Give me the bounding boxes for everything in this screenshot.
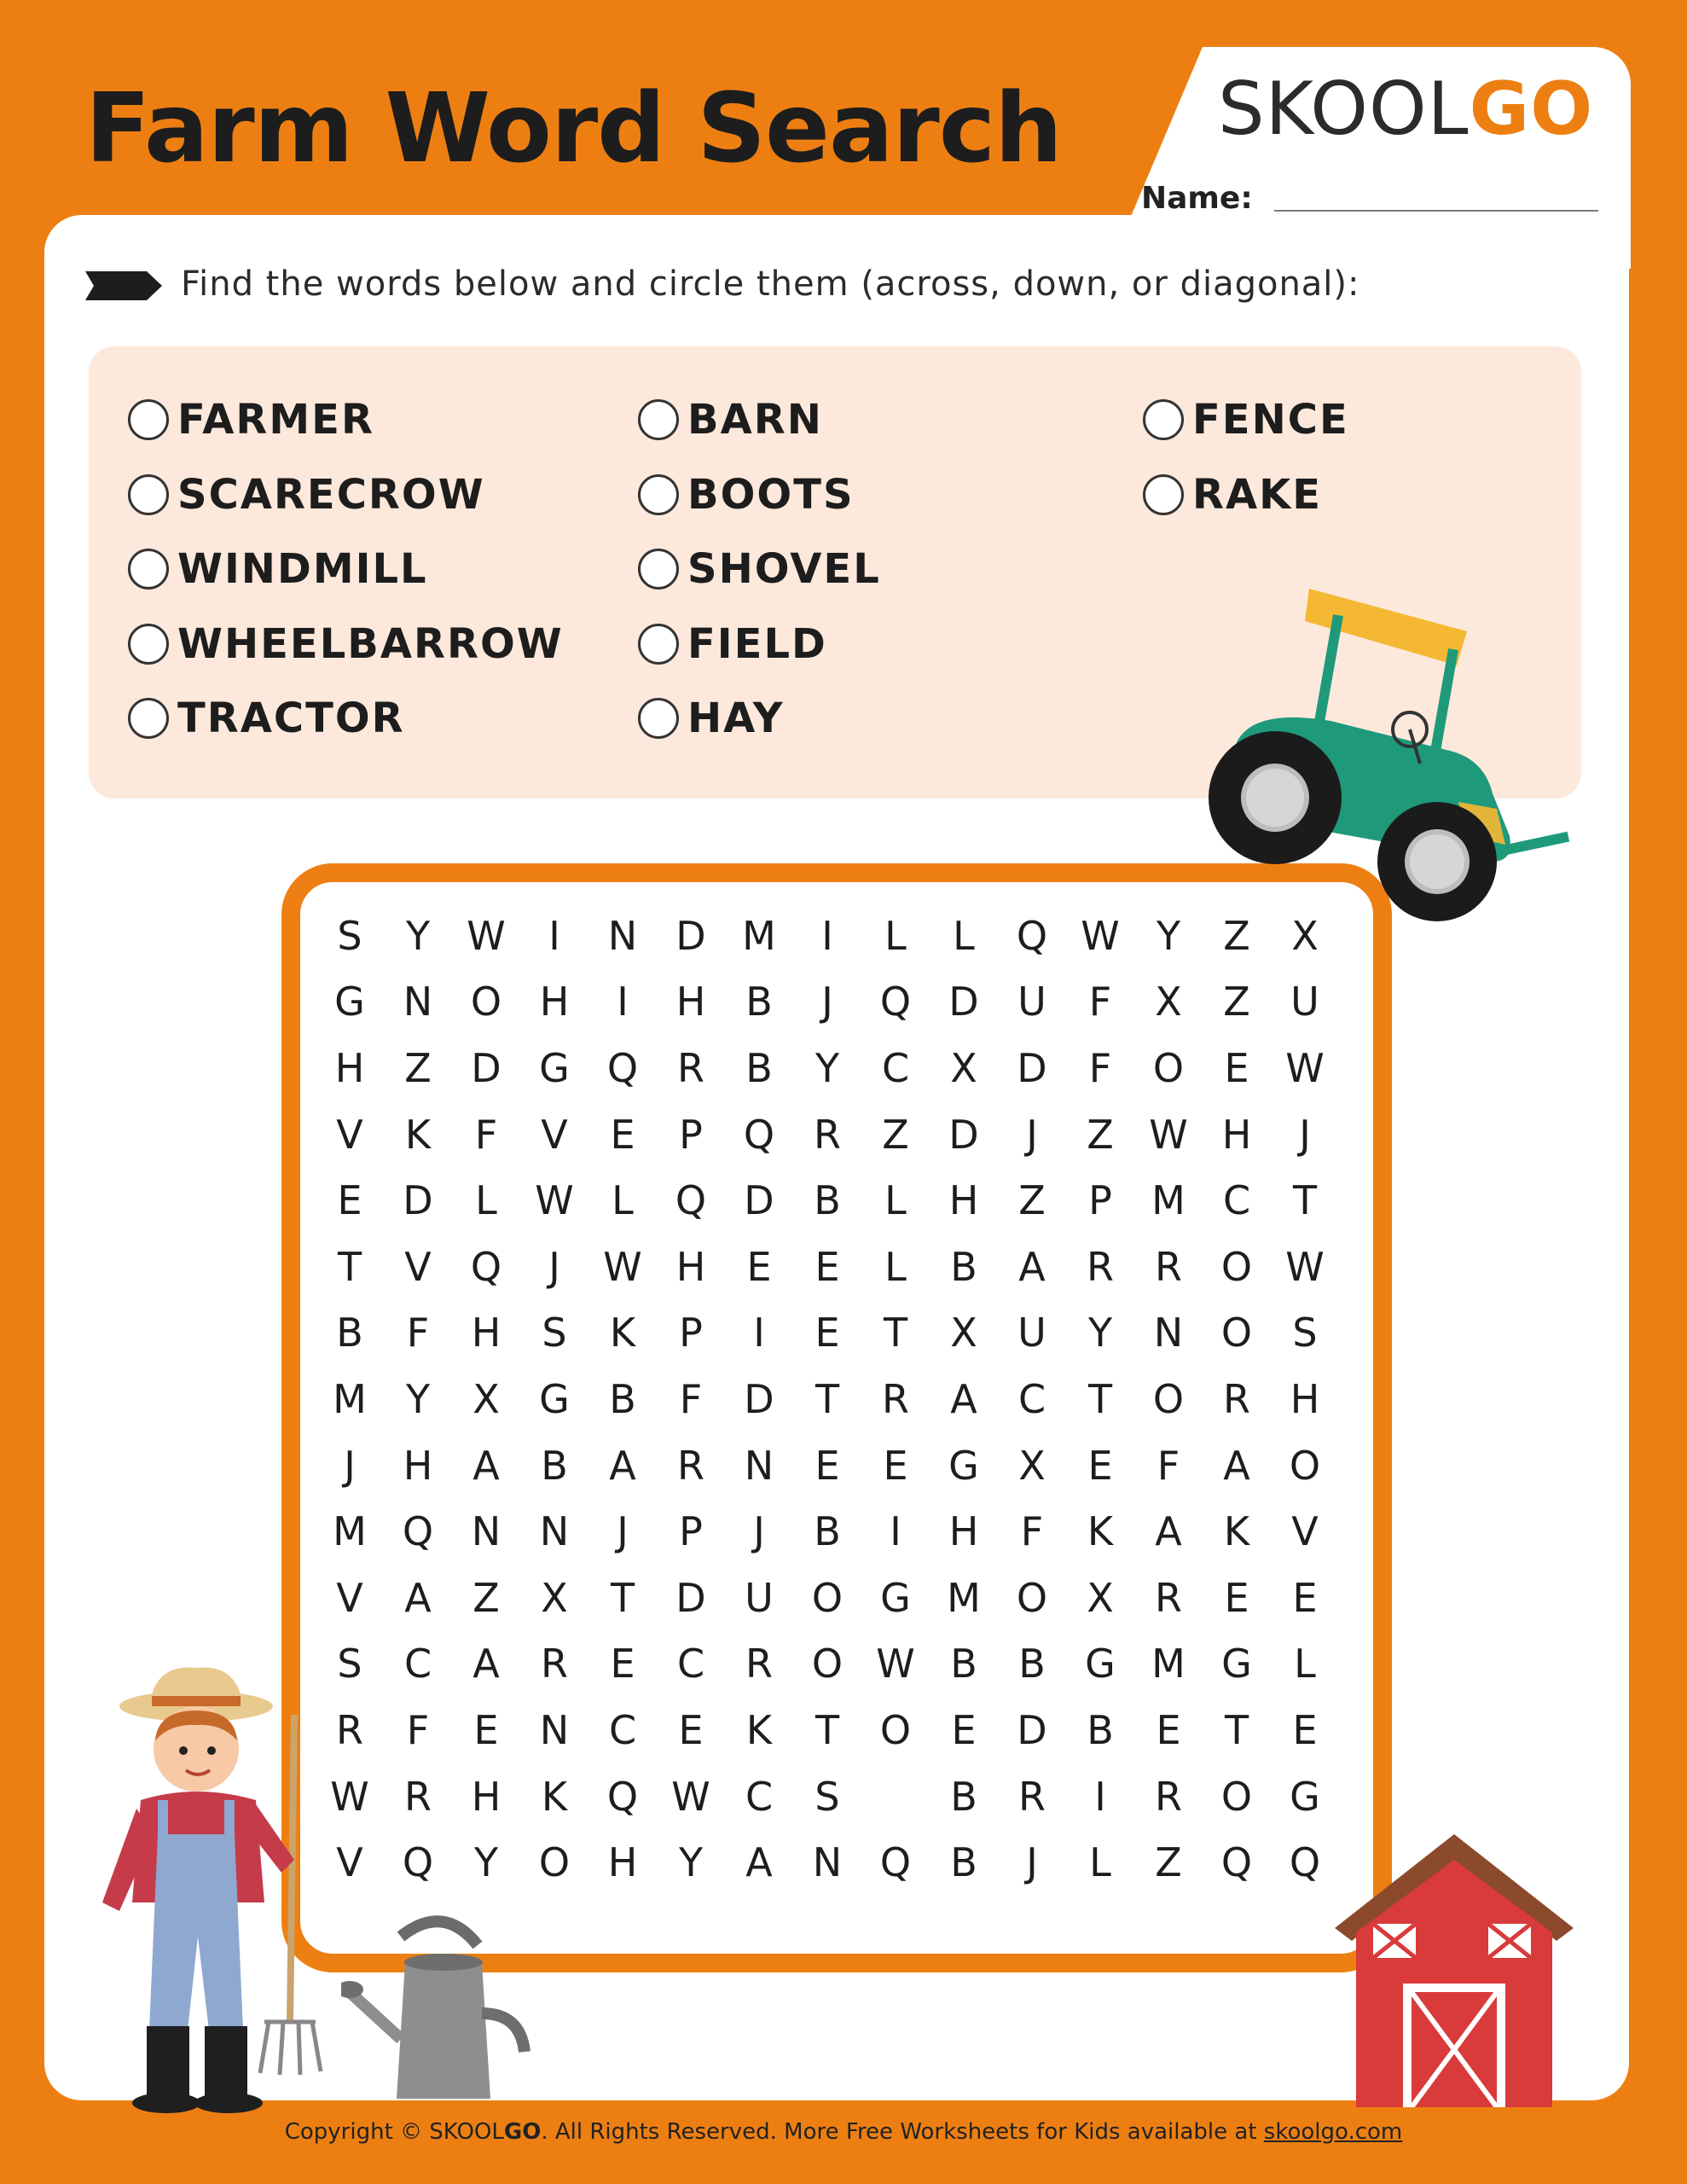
grid-cell[interactable]: Z <box>1223 979 1250 1025</box>
grid-cell[interactable]: T <box>610 1574 635 1621</box>
grid-cell[interactable]: W <box>1081 912 1120 959</box>
grid-cell[interactable]: F <box>1157 1442 1180 1489</box>
grid-cell[interactable]: A <box>472 1442 500 1489</box>
checkbox-circle[interactable] <box>1143 474 1184 515</box>
checkbox-circle[interactable] <box>638 698 679 739</box>
grid-cell[interactable]: V <box>541 1111 568 1158</box>
grid-cell[interactable]: N <box>539 1508 570 1555</box>
checkbox-circle[interactable] <box>128 698 169 739</box>
grid-cell[interactable]: T <box>815 1375 840 1422</box>
grid-cell[interactable]: R <box>1223 1375 1250 1422</box>
grid-cell[interactable]: J <box>344 1442 356 1489</box>
grid-cell[interactable]: N <box>539 1706 570 1753</box>
grid-cell[interactable]: R <box>677 1442 704 1489</box>
grid-cell[interactable]: Y <box>405 1375 431 1422</box>
grid-cell[interactable]: L <box>884 1243 907 1290</box>
grid-cell[interactable]: W <box>1149 1111 1188 1158</box>
grid-cell[interactable]: C <box>403 1641 432 1687</box>
grid-cell[interactable]: W <box>535 1177 574 1224</box>
grid-cell[interactable]: E <box>815 1442 840 1489</box>
grid-cell[interactable]: H <box>1290 1375 1320 1422</box>
grid-cell[interactable]: F <box>406 1706 430 1753</box>
grid-cell[interactable]: M <box>1151 1177 1186 1224</box>
grid-cell[interactable]: K <box>1223 1508 1250 1555</box>
grid-cell[interactable]: F <box>1088 1044 1112 1091</box>
name-line[interactable] <box>1274 210 1598 212</box>
grid-cell[interactable]: P <box>679 1310 703 1356</box>
instructions: Find the words below and circle them (across, down, or diagonal): <box>181 264 1360 304</box>
grid-cell[interactable]: O <box>1152 1375 1185 1422</box>
grid-cell[interactable]: D <box>948 1111 979 1158</box>
grid-cell[interactable]: W <box>671 1773 710 1820</box>
grid-cell[interactable]: C <box>881 1044 910 1091</box>
grid-cell[interactable] <box>861 1763 930 1830</box>
word-item <box>1143 469 1322 520</box>
grid-cell[interactable]: E <box>337 1177 362 1224</box>
footer-text: . All Rights Reserved. More Free Worksheets for Kids available at <box>541 2119 1264 2145</box>
grid-cell[interactable]: E <box>883 1442 908 1489</box>
checkbox-circle[interactable] <box>1143 399 1184 440</box>
grid-cell[interactable]: E <box>473 1706 499 1753</box>
grid-cell[interactable]: X <box>1087 1574 1114 1621</box>
grid-cell[interactable]: O <box>811 1641 844 1687</box>
grid-cell[interactable]: Z <box>882 1111 909 1158</box>
grid-cell[interactable]: H <box>1221 1111 1252 1158</box>
grid-cell[interactable]: C <box>745 1773 774 1820</box>
grid-cell[interactable]: D <box>744 1177 774 1224</box>
grid-cell[interactable]: T <box>1087 1375 1113 1422</box>
grid-cell[interactable]: D <box>744 1375 774 1422</box>
grid-cell[interactable]: S <box>337 912 362 959</box>
grid-cell[interactable]: N <box>744 1442 774 1489</box>
grid-cell[interactable]: I <box>890 1508 901 1555</box>
grid-cell[interactable]: W <box>467 912 506 959</box>
word-label: RAKE <box>1192 470 1323 519</box>
grid-cell[interactable]: W <box>330 1773 369 1820</box>
watering-can-illustration <box>341 1911 537 2107</box>
grid-cell[interactable]: Y <box>405 912 431 959</box>
footer-brand: GO <box>503 2119 542 2145</box>
word-item <box>638 693 784 744</box>
grid-cell[interactable]: Q <box>606 1044 639 1091</box>
name-label: Name: <box>1141 181 1253 216</box>
grid-cell[interactable]: Z <box>404 1044 432 1091</box>
grid-cell[interactable]: J <box>1026 1839 1038 1886</box>
grid-cell[interactable]: E <box>815 1243 840 1290</box>
grid-cell[interactable]: V <box>336 1839 363 1886</box>
checkbox-circle[interactable] <box>128 474 169 515</box>
grid-cell[interactable]: B <box>745 979 773 1025</box>
grid-cell[interactable]: J <box>821 979 833 1025</box>
grid-cell[interactable]: A <box>472 1641 500 1687</box>
grid-cell[interactable]: O <box>470 979 502 1025</box>
tractor-illustration <box>1203 580 1578 938</box>
grid-cell[interactable]: A <box>1223 1442 1250 1489</box>
grid-cell[interactable]: R <box>1087 1243 1114 1290</box>
grid-cell[interactable]: N <box>1153 1310 1184 1356</box>
word-label: WHEELBARROW <box>177 619 564 668</box>
grid-cell[interactable]: I <box>617 979 629 1025</box>
grid-cell[interactable]: C <box>1222 1177 1251 1224</box>
grid-cell[interactable]: R <box>1155 1773 1182 1820</box>
grid-cell[interactable]: B <box>950 1243 977 1290</box>
grid-cell[interactable]: D <box>471 1044 501 1091</box>
grid-cell[interactable]: L <box>884 1177 907 1224</box>
word-label: SCARECROW <box>177 470 485 519</box>
checkbox-circle[interactable] <box>128 549 169 590</box>
grid-cell[interactable]: Q <box>1220 1839 1253 1886</box>
grid-cell[interactable]: A <box>404 1574 432 1621</box>
grid-cell[interactable]: K <box>745 1706 773 1753</box>
grid-cell[interactable]: J <box>548 1243 560 1290</box>
grid-cell[interactable]: F <box>1020 1508 1044 1555</box>
grid-cell[interactable]: S <box>542 1310 567 1356</box>
grid-cell[interactable]: T <box>337 1243 362 1290</box>
grid-cell[interactable]: H <box>403 1442 433 1489</box>
grid-cell[interactable]: R <box>1018 1773 1046 1820</box>
grid-cell[interactable]: I <box>1094 1773 1106 1820</box>
grid-cell[interactable]: Y <box>678 1839 704 1886</box>
word-label: FARMER <box>177 396 374 444</box>
grid-cell[interactable]: B <box>814 1177 841 1224</box>
word-item <box>1143 394 1349 445</box>
grid-cell[interactable]: V <box>1291 1508 1319 1555</box>
grid-cell[interactable]: E <box>1224 1044 1249 1091</box>
grid-cell[interactable]: Z <box>472 1574 500 1621</box>
grid-cell[interactable]: H <box>471 1310 501 1356</box>
page-title: Farm Word Search <box>85 73 1062 184</box>
grid-cell[interactable]: G <box>948 1442 979 1489</box>
skoolgo-logo <box>1218 67 1593 152</box>
grid-cell[interactable]: C <box>608 1706 637 1753</box>
grid-cell[interactable]: Z <box>1223 912 1250 959</box>
barn-illustration <box>1309 1834 1599 2107</box>
grid-cell[interactable]: B <box>336 1310 363 1356</box>
grid-cell[interactable]: Y <box>1156 912 1181 959</box>
word-label: SHOVEL <box>687 545 881 593</box>
grid-cell[interactable]: E <box>1087 1442 1113 1489</box>
grid-cell[interactable]: M <box>742 912 776 959</box>
grid-cell[interactable]: M <box>333 1508 367 1555</box>
grid-cell[interactable]: D <box>675 912 706 959</box>
word-item <box>128 394 374 445</box>
grid-cell[interactable]: H <box>675 979 706 1025</box>
word-label: BARN <box>687 396 823 444</box>
word-label: FIELD <box>687 619 827 668</box>
grid-cell[interactable]: O <box>1220 1310 1253 1356</box>
grid-cell[interactable]: X <box>472 1375 500 1422</box>
grid-cell[interactable]: J <box>753 1508 765 1555</box>
word-item <box>128 543 428 595</box>
grid-cell[interactable]: E <box>1292 1706 1318 1753</box>
grid-cell[interactable]: E <box>815 1310 840 1356</box>
grid-cell[interactable]: S <box>815 1773 840 1820</box>
grid-cell[interactable]: P <box>679 1508 703 1555</box>
grid-cell[interactable]: Q <box>470 1243 502 1290</box>
grid-cell[interactable]: D <box>1017 1044 1047 1091</box>
grid-cell[interactable]: A <box>745 1839 773 1886</box>
grid-cell[interactable]: Q <box>402 1839 434 1886</box>
word-label: BOOTS <box>687 470 855 519</box>
checkbox-circle[interactable] <box>638 549 679 590</box>
grid-cell[interactable]: R <box>814 1111 841 1158</box>
grid-cell[interactable]: R <box>1155 1574 1182 1621</box>
word-item <box>128 469 485 520</box>
grid-cell[interactable]: F <box>406 1310 430 1356</box>
grid-cell[interactable]: X <box>1291 912 1319 959</box>
grid-cell[interactable]: Q <box>879 979 912 1025</box>
grid-cell[interactable]: D <box>403 1177 433 1224</box>
grid-cell[interactable]: G <box>539 1044 570 1091</box>
grid-cell[interactable]: B <box>541 1442 568 1489</box>
grid-cell[interactable]: E <box>678 1706 704 1753</box>
grid-cell[interactable]: K <box>1087 1508 1114 1555</box>
grid-cell[interactable]: G <box>1221 1641 1252 1687</box>
word-item <box>638 543 881 595</box>
word-item <box>638 619 827 670</box>
grid-cell[interactable]: I <box>753 1310 765 1356</box>
grid-cell[interactable]: G <box>1085 1641 1116 1687</box>
grid-cell[interactable]: O <box>1152 1044 1185 1091</box>
grid-cell[interactable]: Y <box>473 1839 499 1886</box>
grid-cell[interactable]: R <box>745 1641 773 1687</box>
checkbox-circle[interactable] <box>638 399 679 440</box>
grid-cell[interactable]: W <box>603 1243 642 1290</box>
letter-grid <box>316 903 1339 1896</box>
grid-cell[interactable]: O <box>879 1706 912 1753</box>
grid-cell[interactable]: N <box>471 1508 501 1555</box>
word-item <box>128 619 564 670</box>
grid-cell[interactable]: U <box>1290 979 1319 1025</box>
farmer-illustration <box>85 1664 341 2116</box>
grid-cell[interactable]: T <box>883 1310 908 1356</box>
grid-cell[interactable]: W <box>1285 1243 1325 1290</box>
grid-cell[interactable]: O <box>538 1839 571 1886</box>
word-label: TRACTOR <box>177 694 405 742</box>
logo-prefix: SKOOL <box>1218 67 1470 152</box>
grid-cell[interactable]: I <box>548 912 560 959</box>
grid-cell[interactable]: D <box>948 979 979 1025</box>
grid-cell[interactable]: C <box>676 1641 705 1687</box>
checkbox-circle[interactable] <box>638 474 679 515</box>
grid-cell[interactable]: K <box>404 1111 432 1158</box>
grid-cell[interactable]: L <box>884 912 907 959</box>
grid-cell[interactable]: O <box>1220 1773 1253 1820</box>
grid-cell[interactable]: H <box>471 1773 501 1820</box>
grid-cell[interactable]: U <box>745 1574 774 1621</box>
grid-cell[interactable]: U <box>1017 1310 1046 1356</box>
grid-cell[interactable]: E <box>951 1706 977 1753</box>
grid-cell[interactable]: R <box>404 1773 432 1820</box>
grid-cell[interactable]: E <box>746 1243 772 1290</box>
word-label: HAY <box>687 694 785 742</box>
grid-cell[interactable]: H <box>607 1839 638 1886</box>
grid-cell[interactable]: T <box>1224 1706 1249 1753</box>
word-item <box>638 394 823 445</box>
grid-cell[interactable]: F <box>474 1111 498 1158</box>
grid-cell[interactable]: O <box>1016 1574 1048 1621</box>
grid-cell[interactable]: I <box>821 912 833 959</box>
grid-cell[interactable]: Q <box>1289 1839 1321 1886</box>
grid-cell[interactable]: R <box>1155 1243 1182 1290</box>
grid-cell[interactable]: X <box>1018 1442 1046 1489</box>
grid-cell[interactable]: Z <box>1155 1839 1182 1886</box>
checkbox-circle[interactable] <box>638 624 679 665</box>
grid-cell[interactable]: L <box>1089 1839 1111 1886</box>
grid-cell[interactable]: H <box>539 979 570 1025</box>
grid-cell[interactable]: P <box>679 1111 703 1158</box>
grid-cell[interactable]: J <box>1299 1111 1311 1158</box>
grid-cell[interactable]: B <box>950 1773 977 1820</box>
grid-cell[interactable]: Y <box>815 1044 840 1091</box>
grid-cell[interactable]: B <box>745 1044 773 1091</box>
grid-cell[interactable]: X <box>1155 979 1182 1025</box>
grid-cell[interactable]: E <box>610 1641 635 1687</box>
grid-cell[interactable]: W <box>1285 1044 1325 1091</box>
grid-cell[interactable]: P <box>1088 1177 1112 1224</box>
grid-cell[interactable]: B <box>609 1375 636 1422</box>
grid-cell[interactable]: F <box>1088 979 1112 1025</box>
grid-cell[interactable]: R <box>541 1641 568 1687</box>
grid-cell[interactable]: G <box>334 979 365 1025</box>
grid-cell[interactable]: V <box>336 1111 363 1158</box>
grid-cell[interactable]: V <box>336 1574 363 1621</box>
grid-cell[interactable]: F <box>679 1375 703 1422</box>
grid-cell[interactable]: G <box>1290 1773 1320 1820</box>
grid-cell[interactable]: E <box>610 1111 635 1158</box>
grid-cell[interactable]: K <box>609 1310 636 1356</box>
footer <box>0 2119 1687 2145</box>
grid-cell[interactable]: O <box>1289 1442 1321 1489</box>
grid-cell[interactable]: X <box>541 1574 568 1621</box>
grid-cell[interactable]: C <box>1017 1375 1046 1422</box>
word-label: WINDMILL <box>177 545 428 593</box>
grid-cell[interactable]: Q <box>743 1111 775 1158</box>
grid-cell[interactable]: L <box>612 1177 634 1224</box>
grid-cell[interactable]: S <box>337 1641 362 1687</box>
grid-cell[interactable]: H <box>948 1508 979 1555</box>
grid-cell[interactable]: Q <box>606 1773 639 1820</box>
checkbox-circle[interactable] <box>128 399 169 440</box>
grid-cell[interactable]: R <box>882 1375 909 1422</box>
grid-cell[interactable]: U <box>1017 979 1046 1025</box>
grid-cell[interactable]: M <box>1151 1641 1186 1687</box>
footer-link[interactable]: skoolgo.com <box>1263 2119 1403 2145</box>
grid-cell[interactable]: L <box>953 912 975 959</box>
grid-cell[interactable]: Q <box>879 1839 912 1886</box>
grid-cell[interactable]: A <box>1018 1243 1046 1290</box>
grid-cell[interactable]: B <box>950 1641 977 1687</box>
grid-cell[interactable]: E <box>1224 1574 1249 1621</box>
grid-cell[interactable]: E <box>1156 1706 1181 1753</box>
grid-cell[interactable]: V <box>404 1243 432 1290</box>
grid-cell[interactable]: X <box>950 1310 977 1356</box>
grid-cell[interactable]: A <box>950 1375 977 1422</box>
grid-cell[interactable]: G <box>539 1375 570 1422</box>
grid-cell[interactable]: Z <box>1018 1177 1046 1224</box>
word-item <box>128 693 405 744</box>
grid-cell[interactable]: B <box>814 1508 841 1555</box>
grid-cell[interactable]: N <box>812 1839 843 1886</box>
grid-cell[interactable]: Z <box>1087 1111 1114 1158</box>
grid-cell[interactable]: H <box>334 1044 365 1091</box>
grid-cell[interactable]: G <box>880 1574 911 1621</box>
grid-cell[interactable]: J <box>1026 1111 1038 1158</box>
footer-copyright: Copyright © SKOOL <box>284 2119 504 2145</box>
grid-cell[interactable]: D <box>1017 1706 1047 1753</box>
grid-cell[interactable]: Y <box>1087 1310 1113 1356</box>
grid-cell[interactable]: J <box>617 1508 629 1555</box>
grid-cell[interactable]: B <box>1087 1706 1114 1753</box>
grid-cell[interactable]: Q <box>675 1177 707 1224</box>
grid-cell[interactable]: O <box>1220 1243 1253 1290</box>
grid-cell[interactable]: S <box>1292 1310 1318 1356</box>
grid-cell[interactable]: H <box>948 1177 979 1224</box>
logo-suffix: GO <box>1469 67 1594 152</box>
grid-cell[interactable]: W <box>876 1641 915 1687</box>
grid-cell[interactable]: M <box>333 1375 367 1422</box>
grid-cell[interactable]: R <box>336 1706 363 1753</box>
grid-cell[interactable]: Q <box>1016 912 1048 959</box>
word-item <box>638 469 855 520</box>
grid-cell[interactable]: N <box>607 912 638 959</box>
grid-cell[interactable]: L <box>475 1177 497 1224</box>
grid-cell[interactable]: N <box>403 979 433 1025</box>
grid-cell[interactable]: T <box>815 1706 840 1753</box>
grid-cell[interactable]: A <box>1155 1508 1182 1555</box>
grid-cell[interactable]: T <box>1292 1177 1318 1224</box>
grid-cell[interactable]: B <box>1018 1641 1046 1687</box>
grid-cell[interactable]: O <box>811 1574 844 1621</box>
grid-cell[interactable]: L <box>1294 1641 1316 1687</box>
grid-cell[interactable]: X <box>950 1044 977 1091</box>
grid-cell[interactable]: H <box>675 1243 706 1290</box>
word-label: FENCE <box>1192 396 1349 444</box>
grid-cell[interactable]: D <box>675 1574 706 1621</box>
grid-cell[interactable]: E <box>1292 1574 1318 1621</box>
grid-cell[interactable]: R <box>677 1044 704 1091</box>
grid-cell[interactable]: M <box>947 1574 981 1621</box>
grid-cell[interactable]: Q <box>402 1508 434 1555</box>
arrow-icon <box>85 271 162 300</box>
grid-cell[interactable]: A <box>609 1442 636 1489</box>
grid-cell[interactable]: B <box>950 1839 977 1886</box>
grid-cell[interactable]: K <box>541 1773 568 1820</box>
checkbox-circle[interactable] <box>128 624 169 665</box>
